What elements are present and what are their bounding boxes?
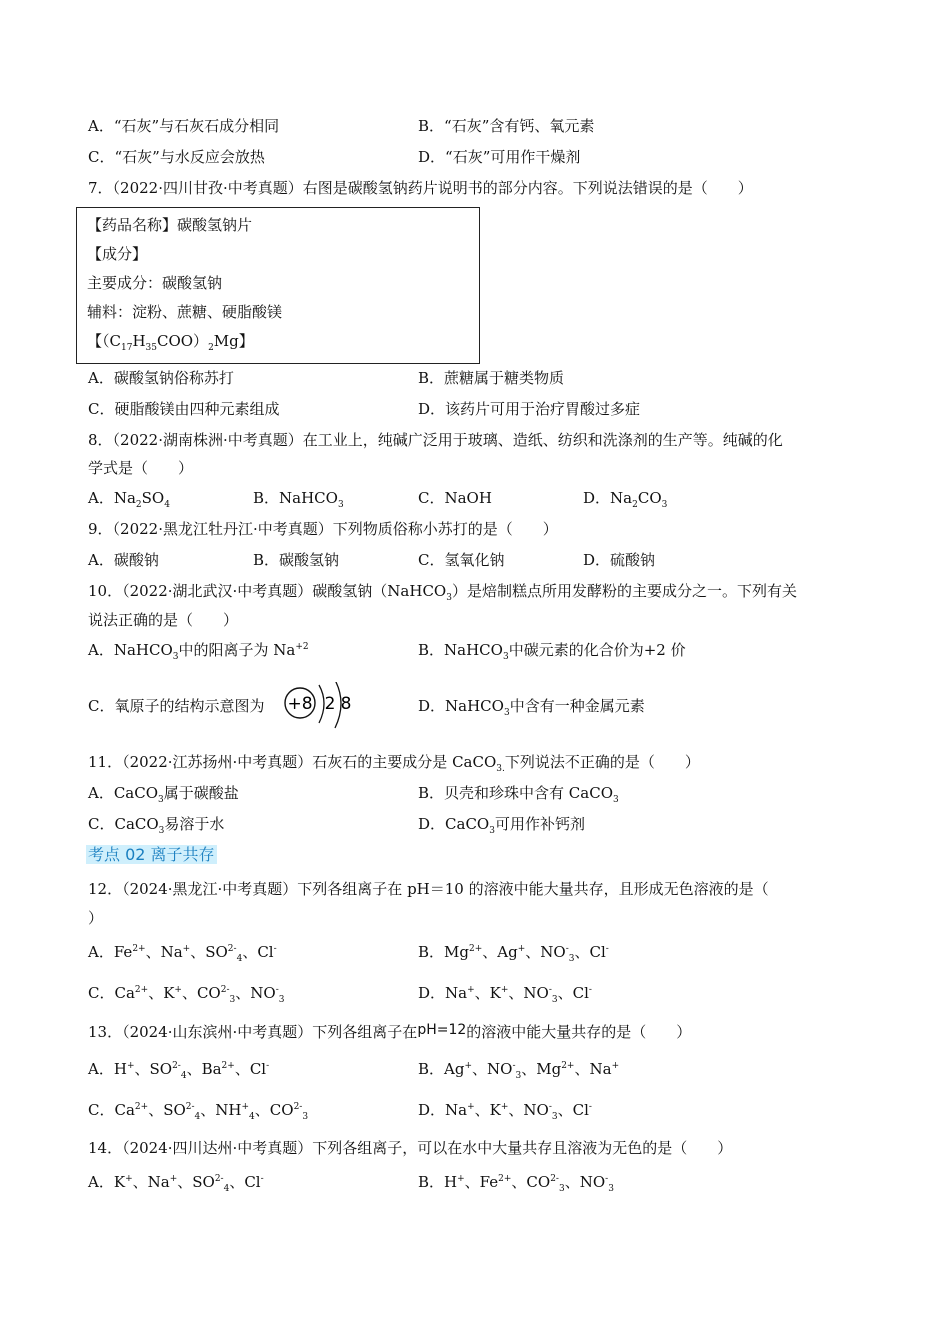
q9-option-a: A．碳酸钠 bbox=[88, 551, 159, 569]
q12-stem-line2: ） bbox=[88, 909, 104, 927]
q10-stem-line2: 说法正确的是（ ） bbox=[88, 611, 239, 629]
q7-option-a: A．碳酸氢钠俗称苏打 bbox=[88, 369, 234, 387]
q8-option-a: A．$Na_2SO_4$ bbox=[88, 489, 170, 510]
q11-option-c: C．CaCO$_3$易溶于水 bbox=[88, 815, 225, 836]
q10-option-b: B．NaHCO$_3$中碳元素的化合价为+2 价 bbox=[418, 641, 686, 662]
q6-option-d: D．“石灰”可用作干燥剂 bbox=[418, 148, 581, 166]
q7-option-d: D．该药片可用于治疗胃酸过多症 bbox=[418, 400, 641, 418]
q6-option-c: C．“石灰”与水反应会放热 bbox=[88, 148, 265, 166]
q11-option-d: D．CaCO$_3$可用作补钙剂 bbox=[418, 815, 585, 836]
q8-stem-line1: 8．（2022·湖南株洲·中考真题）在工业上，纯碱广泛用于玻璃、造纸、纺织和洗涤剂的生产等。纯碱的化 bbox=[88, 431, 783, 449]
q13-option-a: A．H+、$SO^{2-}_4$、$Ba^{2+}$、Cl- bbox=[88, 1060, 270, 1081]
q12-stem-line1: 12．（2024·黑龙江·中考真题）下列各组离子在 pH＝10 的溶液中能大量共存，且形成无色溶液的是（ bbox=[88, 880, 769, 898]
q11-stem: 11．（2022·江苏扬州·中考真题）石灰石的主要成分是 CaCO$_{3.}$下列说法不正确的是（ ） bbox=[88, 753, 700, 774]
q13-option-d: D．Na+、K+、$NO^-_3$、Cl- bbox=[418, 1101, 592, 1122]
q11-option-b: B．贝壳和珍珠中含有 CaCO$_3$ bbox=[418, 784, 619, 805]
q12-option-c: C．$Ca^{2+}$、K+、$CO^{2-}_3$、$NO^-_3$ bbox=[88, 984, 285, 1005]
oxygen-atom-structure-diagram bbox=[283, 682, 359, 730]
ingredients-heading: 【成分】 bbox=[87, 245, 148, 263]
q8-option-d: D．$Na_2CO_3$ bbox=[583, 489, 668, 510]
q8-option-b: B．NaHCO$_3$ bbox=[253, 489, 344, 510]
electron-shell-arc-1 bbox=[319, 685, 324, 723]
nucleus-charge: +8 bbox=[287, 694, 313, 714]
drug-name-line: 【药品名称】碳酸氢钠片 bbox=[87, 216, 253, 234]
drug-label-box bbox=[76, 207, 480, 364]
q7-option-b: B．蔗糖属于糖类物质 bbox=[418, 369, 565, 387]
q6-option-a: A．“石灰”与石灰石成分相同 bbox=[88, 117, 280, 135]
q8-option-c: C．NaOH bbox=[418, 489, 492, 507]
q13-option-c: C．$Ca^{2+}$、$SO^{2-}_4$、$NH^+_4$、$CO^{2-}_3$ bbox=[88, 1101, 309, 1122]
q14-option-b: B．H+、$Fe^{2+}$、$CO^{2-}_3$、$NO^-_3$ bbox=[418, 1173, 614, 1194]
q13-option-b: B．Ag+、$NO^-_3$、$Mg^{2+}$、Na+ bbox=[418, 1060, 620, 1081]
q14-option-a: A．K+、Na+、$SO^{2-}_4$、Cl- bbox=[88, 1173, 264, 1194]
q10-option-a: A．NaHCO$_3$中的阳离子为 $Na^{+2}$ bbox=[88, 641, 309, 662]
q14-stem: 14．（2024·四川达州·中考真题）下列各组离子，可以在水中大量共存且溶液为无色的是（ ） bbox=[88, 1139, 733, 1157]
q6-option-b: B．“石灰”含有钙、氧元素 bbox=[418, 117, 595, 135]
shell-2-electrons: 8 bbox=[340, 694, 352, 714]
section-heading: 考点 02 离子共存 bbox=[88, 845, 215, 864]
q7-stem: 7．（2022·四川甘孜·中考真题）右图是碳酸氢钠药片说明书的部分内容。下列说法错误的是（ ） bbox=[88, 179, 753, 197]
ph-value: pH=12 bbox=[417, 1022, 467, 1038]
main-ingredient-line: 主要成分：碳酸氢钠 bbox=[87, 274, 223, 292]
q11-option-a: A．CaCO$_3$属于碳酸盐 bbox=[88, 784, 239, 805]
q9-option-b: B．碳酸氢钠 bbox=[253, 551, 340, 569]
q12-option-a: A．$Fe^{2+}$、Na+、$SO^{2-}_4$、Cl- bbox=[88, 943, 277, 964]
q12-option-d: D．Na+、K+、$NO^-_3$、Cl- bbox=[418, 984, 592, 1005]
q12-option-b: B．$Mg^{2+}$、Ag+、$NO^-_3$、Cl- bbox=[418, 943, 609, 964]
q10-option-c: C．氧原子的结构示意图为 bbox=[88, 697, 265, 715]
q10-option-d: D．NaHCO$_3$中含有一种金属元素 bbox=[418, 697, 645, 718]
excipients-line: 辅料：淀粉、蔗糖、硬脂酸镁 bbox=[87, 303, 283, 321]
q8-stem-line2: 学式是（ ） bbox=[88, 459, 194, 477]
q9-stem: 9．（2022·黑龙江牡丹江·中考真题）下列物质俗称小苏打的是（ ） bbox=[88, 520, 558, 538]
q7-option-c: C．硬脂酸镁由四种元素组成 bbox=[88, 400, 280, 418]
shell-1-electrons: 2 bbox=[324, 694, 336, 714]
q9-option-c: C．氢氧化钠 bbox=[418, 551, 505, 569]
stearate-formula: 【$(C_{17}H_{35}COO)_2Mg$】 bbox=[87, 332, 254, 353]
q13-stem: 13．（2024·山东滨州·中考真题）下列各组离子在pH=12的溶液中能大量共存的是（ ） bbox=[88, 1022, 692, 1041]
q9-option-d: D．硫酸钠 bbox=[583, 551, 656, 569]
q10-stem-line1: 10．（2022·湖北武汉·中考真题）碳酸氢钠（NaHCO$_3$）是焙制糕点所用发酵粉的主要成分之一。下列有关 bbox=[88, 582, 797, 603]
